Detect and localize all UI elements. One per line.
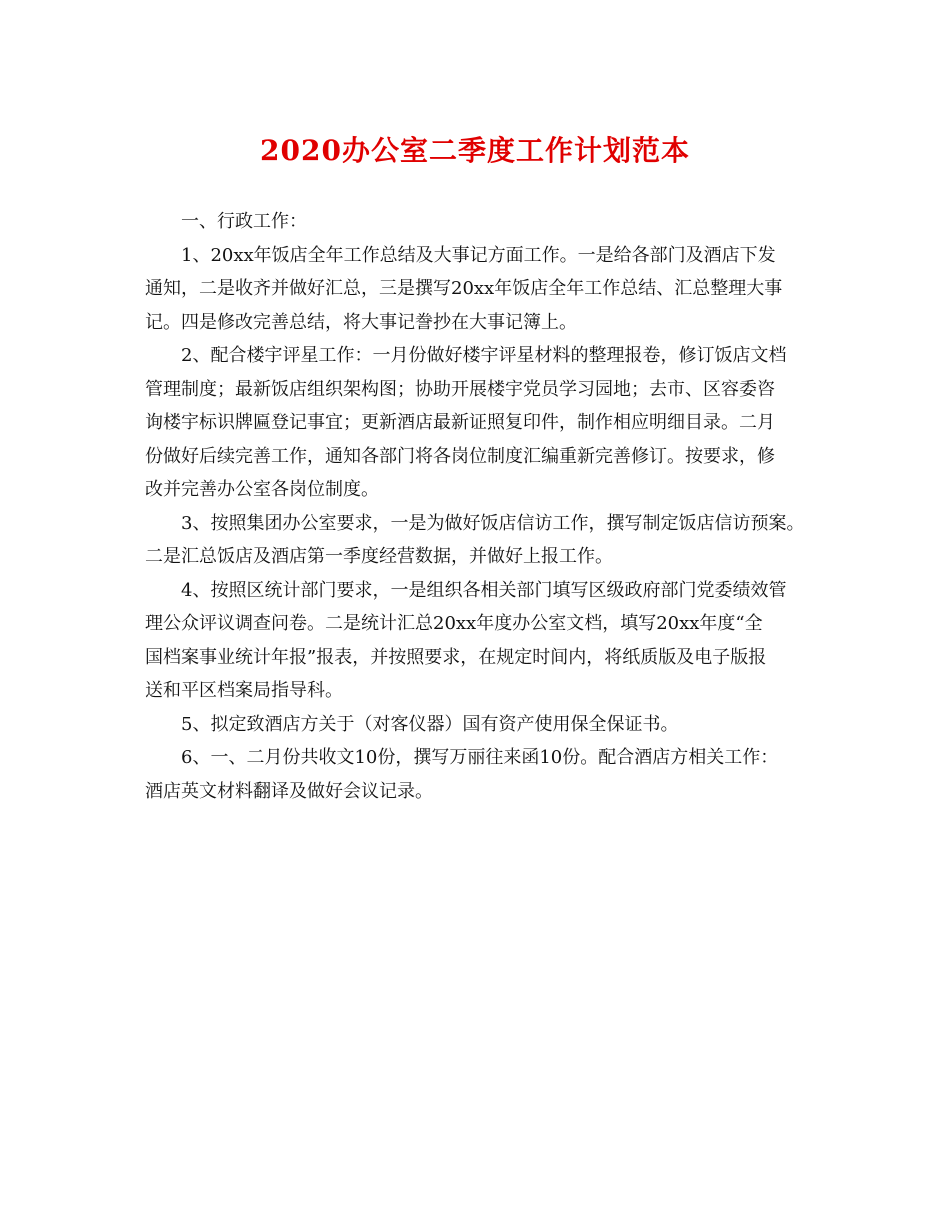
body-line: 询楼宇标识牌匾登记事宜；更新酒店最新证照复印件，制作相应明细目录。二月 xyxy=(145,412,775,433)
body-line: 国档案事业统计年报”报表，并按照要求，在规定时间内，将纸质版及电子版报 xyxy=(145,646,767,668)
body-line: 4、按照区统计部门要求，一是组织各相关部门填写区级政府部门党委绩效管 xyxy=(181,579,787,601)
body-line: 改并完善办公室各岗位制度。 xyxy=(145,479,379,500)
body-line: 1、20xx年饭店全年工作总结及大事记方面工作。一是给各部门及酒店下发 xyxy=(181,244,776,266)
body-line: 记。四是修改完善总结，将大事记誊抄在大事记簿上。 xyxy=(145,311,577,333)
body-line: 一、行政工作： xyxy=(181,211,307,232)
body-line: 二是汇总饭店及酒店第一季度经营数据，并做好上报工作。 xyxy=(145,546,613,567)
document-body xyxy=(145,205,810,808)
body-line: 通知，二是收齐并做好汇总，三是撰写20xx年饭店全年工作总结、汇总整理大事 xyxy=(145,278,783,299)
body-line: 送和平区档案局指导科。 xyxy=(145,680,343,701)
body-line: 理公众评议调查问卷。二是统计汇总20xx年度办公室文档，填写20xx年度“全 xyxy=(145,613,763,634)
body-line: 5、拟定致酒店方关于（对客仪器）国有资产使用保全保证书。 xyxy=(181,713,679,735)
body-line: 3、按照集团办公室要求，一是为做好饭店信访工作，撰写制定饭店信访预案。 xyxy=(181,512,805,534)
body-line: 6、一、二月份共收文10份，撰写万丽往来函10份。配合酒店方相关工作： xyxy=(181,747,779,768)
document-title: 2020办公室二季度工作计划范本 xyxy=(260,134,690,167)
body-line: 份做好后续完善工作，通知各部门将各岗位制度汇编重新完善修订。按要求，修 xyxy=(145,445,775,467)
body-line: 2、配合楼宇评星工作：一月份做好楼宇评星材料的整理报卷，修订饭店文档 xyxy=(181,345,787,366)
body-line: 酒店英文材料翻译及做好会议记录。 xyxy=(145,780,433,802)
body-line: 管理制度；最新饭店组织架构图；协助开展楼宇党员学习园地；去市、区容委咨 xyxy=(145,378,775,400)
